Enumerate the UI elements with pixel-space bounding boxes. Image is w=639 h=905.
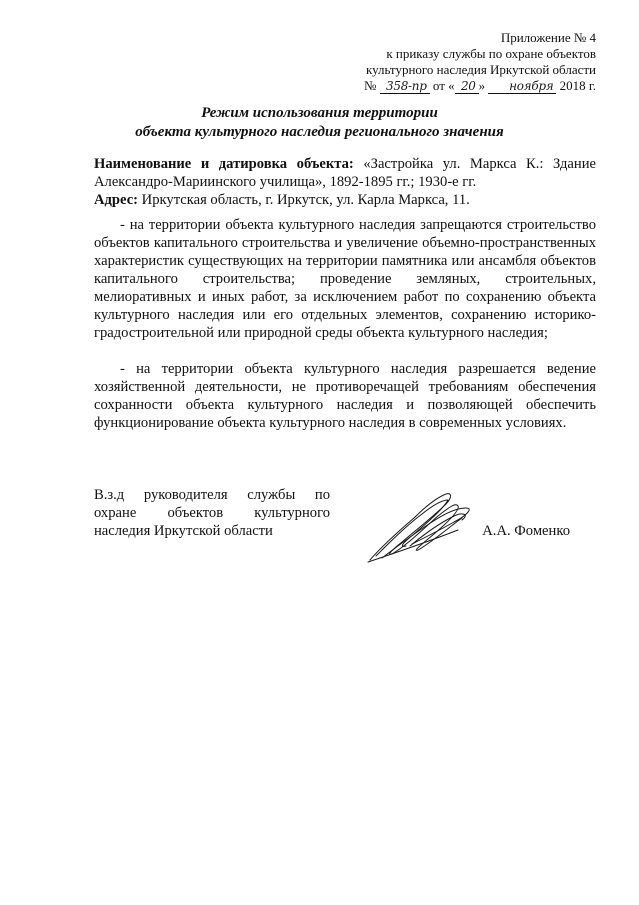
- order-month-handwritten: ноября: [488, 80, 556, 94]
- title-line-1: Режим использования территории: [201, 105, 438, 121]
- object-name-paragraph: [94, 155, 596, 191]
- signatory-position-line-1: В.з.д руководителя службы по: [94, 487, 330, 503]
- object-address-label: Адрес:: [94, 192, 139, 208]
- document-body: [94, 155, 596, 432]
- appendix-order-ref: к приказу службы по охране объектов: [386, 46, 596, 61]
- object-name-value: «Застройка ул. Маркса К.: Здание Александро-Мариинского училища», 1892-1895 гг.; 1930-е гг.: [94, 156, 596, 190]
- order-number-handwritten: 358-пр: [380, 80, 430, 94]
- title-line-2: объекта культурного наследия регионального значения: [135, 124, 504, 140]
- appendix-order-line: [276, 78, 596, 94]
- rule-paragraph-prohibited: - на территории объекта культурного наследия запрещаются строительство объектов капитального строительства и увеличение объемно-пространственных характеристик существующих на территории памятника или ансамбля объектов капитального строительства; проведение земляных, строительных, мелиоративных и иных работ, за исключением работ по сохранению объекта культурного наследия или его отдельных элементов, сохранению историко-градостроительной или природной среды объекта культурного наследия;: [94, 217, 596, 341]
- document-title: [60, 104, 579, 142]
- object-address-value: Иркутская область, г. Иркутск, ул. Карла Маркса, 11.: [138, 192, 470, 208]
- order-year: 2018 г.: [559, 78, 596, 93]
- signatory-position-line-2: охране объектов культурного: [94, 505, 330, 521]
- appendix-header: [276, 30, 596, 94]
- rule-paragraph-permitted: - на территории объекта культурного наследия разрешается ведение хозяйственной деятельности, не противоречащей требованиям обеспечения сохранности объекта культурного наследия и позволяющей обеспечить функционирование объекта культурного наследия в современных условиях.: [94, 361, 596, 431]
- signatory-position: [94, 486, 330, 540]
- object-name-label: Наименование и датировка объекта:: [94, 156, 354, 172]
- signature-block: [94, 486, 596, 566]
- handwritten-signature: [362, 486, 482, 566]
- order-date-close-quote: »: [478, 78, 486, 93]
- object-address-paragraph: [94, 191, 596, 209]
- order-date-label: от «: [432, 78, 455, 93]
- signatory-position-line-3: наследия Иркутской области: [94, 523, 273, 539]
- appendix-authority: культурного наследия Иркутской области: [365, 62, 596, 77]
- signatory-name: А.А. Фоменко: [482, 523, 570, 539]
- appendix-number: Приложение № 4: [500, 30, 596, 45]
- order-day-handwritten: 20: [455, 80, 479, 94]
- order-number-label: №: [363, 78, 377, 93]
